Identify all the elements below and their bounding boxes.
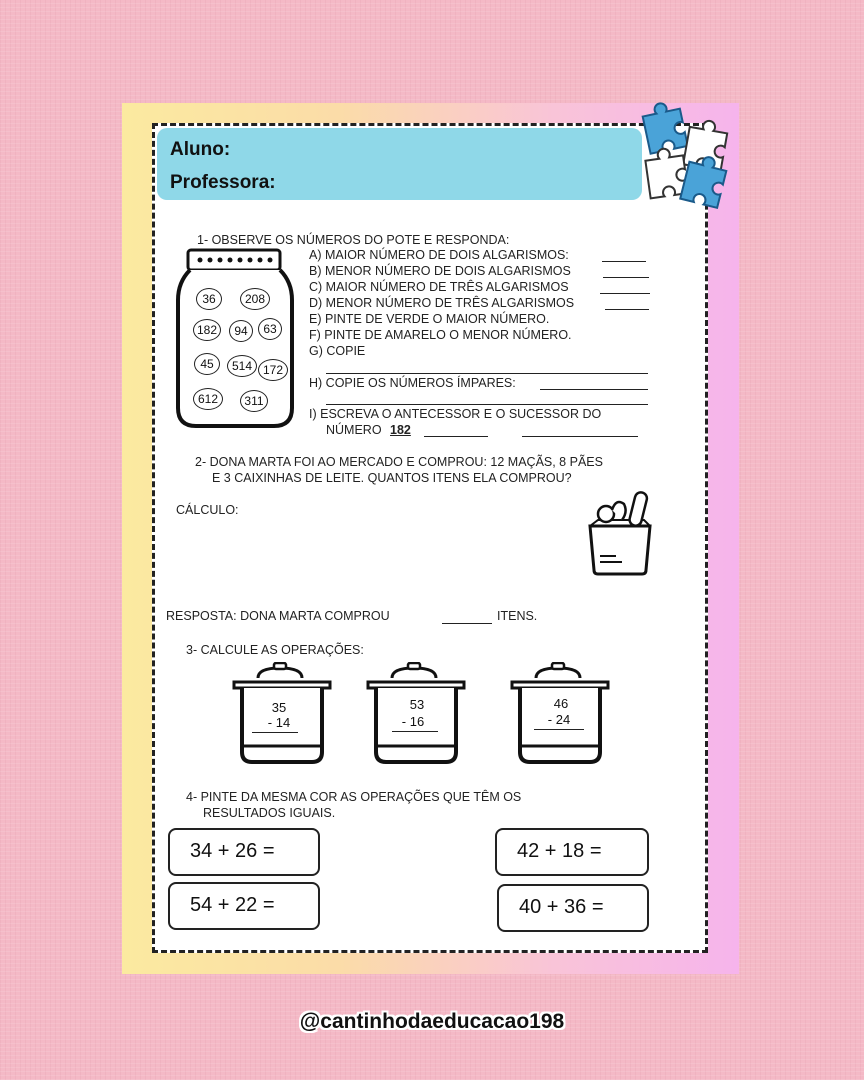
pot2-line <box>392 731 438 732</box>
answer-line[interactable] <box>605 309 649 310</box>
q4-line1: 4- PINTE DA MESMA COR AS OPERAÇÕES QUE TÊM OS <box>186 790 522 804</box>
operation-box[interactable]: 54 + 22 = <box>168 882 320 930</box>
q2-line2: E 3 CAIXINHAS DE LEITE. QUANTOS ITENS ELA COMPROU? <box>212 471 572 485</box>
social-handle: @cantinhodaeducacao198 <box>299 1010 565 1033</box>
q1-title: 1- OBSERVE OS NÚMEROS DO POTE E RESPONDA: <box>197 233 510 247</box>
jar-number: 182 <box>193 319 221 341</box>
q2-answer-suffix: ITENS. <box>497 609 538 623</box>
pot1-line <box>252 732 298 733</box>
pot1-bottom: - 14 <box>267 715 291 730</box>
jar-number: 208 <box>240 288 270 310</box>
jar-number: 514 <box>227 355 257 377</box>
jar-number: 311 <box>240 390 268 412</box>
puzzle-icon <box>636 100 736 210</box>
grocery-bag-icon <box>584 490 656 576</box>
answer-line[interactable] <box>600 293 650 294</box>
jar-number: 612 <box>193 388 223 410</box>
q1-item-d: D) MENOR NÚMERO DE TRÊS ALGARISMOS <box>309 296 575 310</box>
q1-item-c: C) MAIOR NÚMERO DE TRÊS ALGARISMOS <box>309 280 569 294</box>
operation-box[interactable]: 40 + 36 = <box>497 884 649 932</box>
q1-item-h: H) COPIE OS NÚMEROS ÍMPARES: <box>309 376 516 390</box>
operation-box[interactable]: 34 + 26 = <box>168 828 320 876</box>
pot2-bottom: - 16 <box>401 714 425 729</box>
pot3-line <box>534 729 584 730</box>
professora-label: Professora: <box>170 172 276 193</box>
jar-number: 172 <box>258 359 288 381</box>
jar-number: 94 <box>229 320 253 342</box>
q3-title: 3- CALCULE AS OPERAÇÕES: <box>186 643 364 657</box>
q1-item-b: B) MENOR NÚMERO DE DOIS ALGARISMOS <box>309 264 571 278</box>
answer-line[interactable] <box>424 436 488 437</box>
q1-item-a: A) MAIOR NÚMERO DE DOIS ALGARISMOS: <box>309 248 569 262</box>
pot3-top: 46 <box>553 696 569 711</box>
answer-line[interactable] <box>540 389 648 390</box>
pot3-bottom: - 24 <box>547 712 571 727</box>
pot1-top: 35 <box>271 700 287 715</box>
q1-item-g: G) COPIE <box>309 344 366 358</box>
answer-line[interactable] <box>442 623 492 624</box>
jar-number: 45 <box>194 353 220 375</box>
calc-label: CÁLCULO: <box>176 503 239 517</box>
answer-line[interactable] <box>603 277 649 278</box>
answer-line[interactable] <box>326 404 648 405</box>
q4-line2: RESULTADOS IGUAIS. <box>203 806 336 820</box>
answer-line[interactable] <box>522 436 638 437</box>
q1-item-i: I) ESCREVA O ANTECESSOR E O SUCESSOR DO <box>309 407 602 421</box>
q1-item-i-number: 182 <box>390 423 411 437</box>
aluno-label: Aluno: <box>170 139 231 160</box>
q1-item-i-numero: NÚMERO <box>326 423 382 437</box>
q1-item-f: F) PINTE DE AMARELO O MENOR NÚMERO. <box>309 328 572 342</box>
operation-box[interactable]: 42 + 18 = <box>495 828 649 876</box>
q2-answer-prefix: RESPOSTA: DONA MARTA COMPROU <box>166 609 390 623</box>
q1-item-e: E) PINTE DE VERDE O MAIOR NÚMERO. <box>309 312 550 326</box>
pot2-top: 53 <box>409 697 425 712</box>
q2-line1: 2- DONA MARTA FOI AO MERCADO E COMPROU: 12 MAÇÃS, 8 PÃES <box>195 455 603 469</box>
answer-line[interactable] <box>602 261 646 262</box>
answer-line[interactable] <box>326 373 648 374</box>
jar-number: 36 <box>196 288 222 310</box>
jar-number: 63 <box>258 318 282 340</box>
